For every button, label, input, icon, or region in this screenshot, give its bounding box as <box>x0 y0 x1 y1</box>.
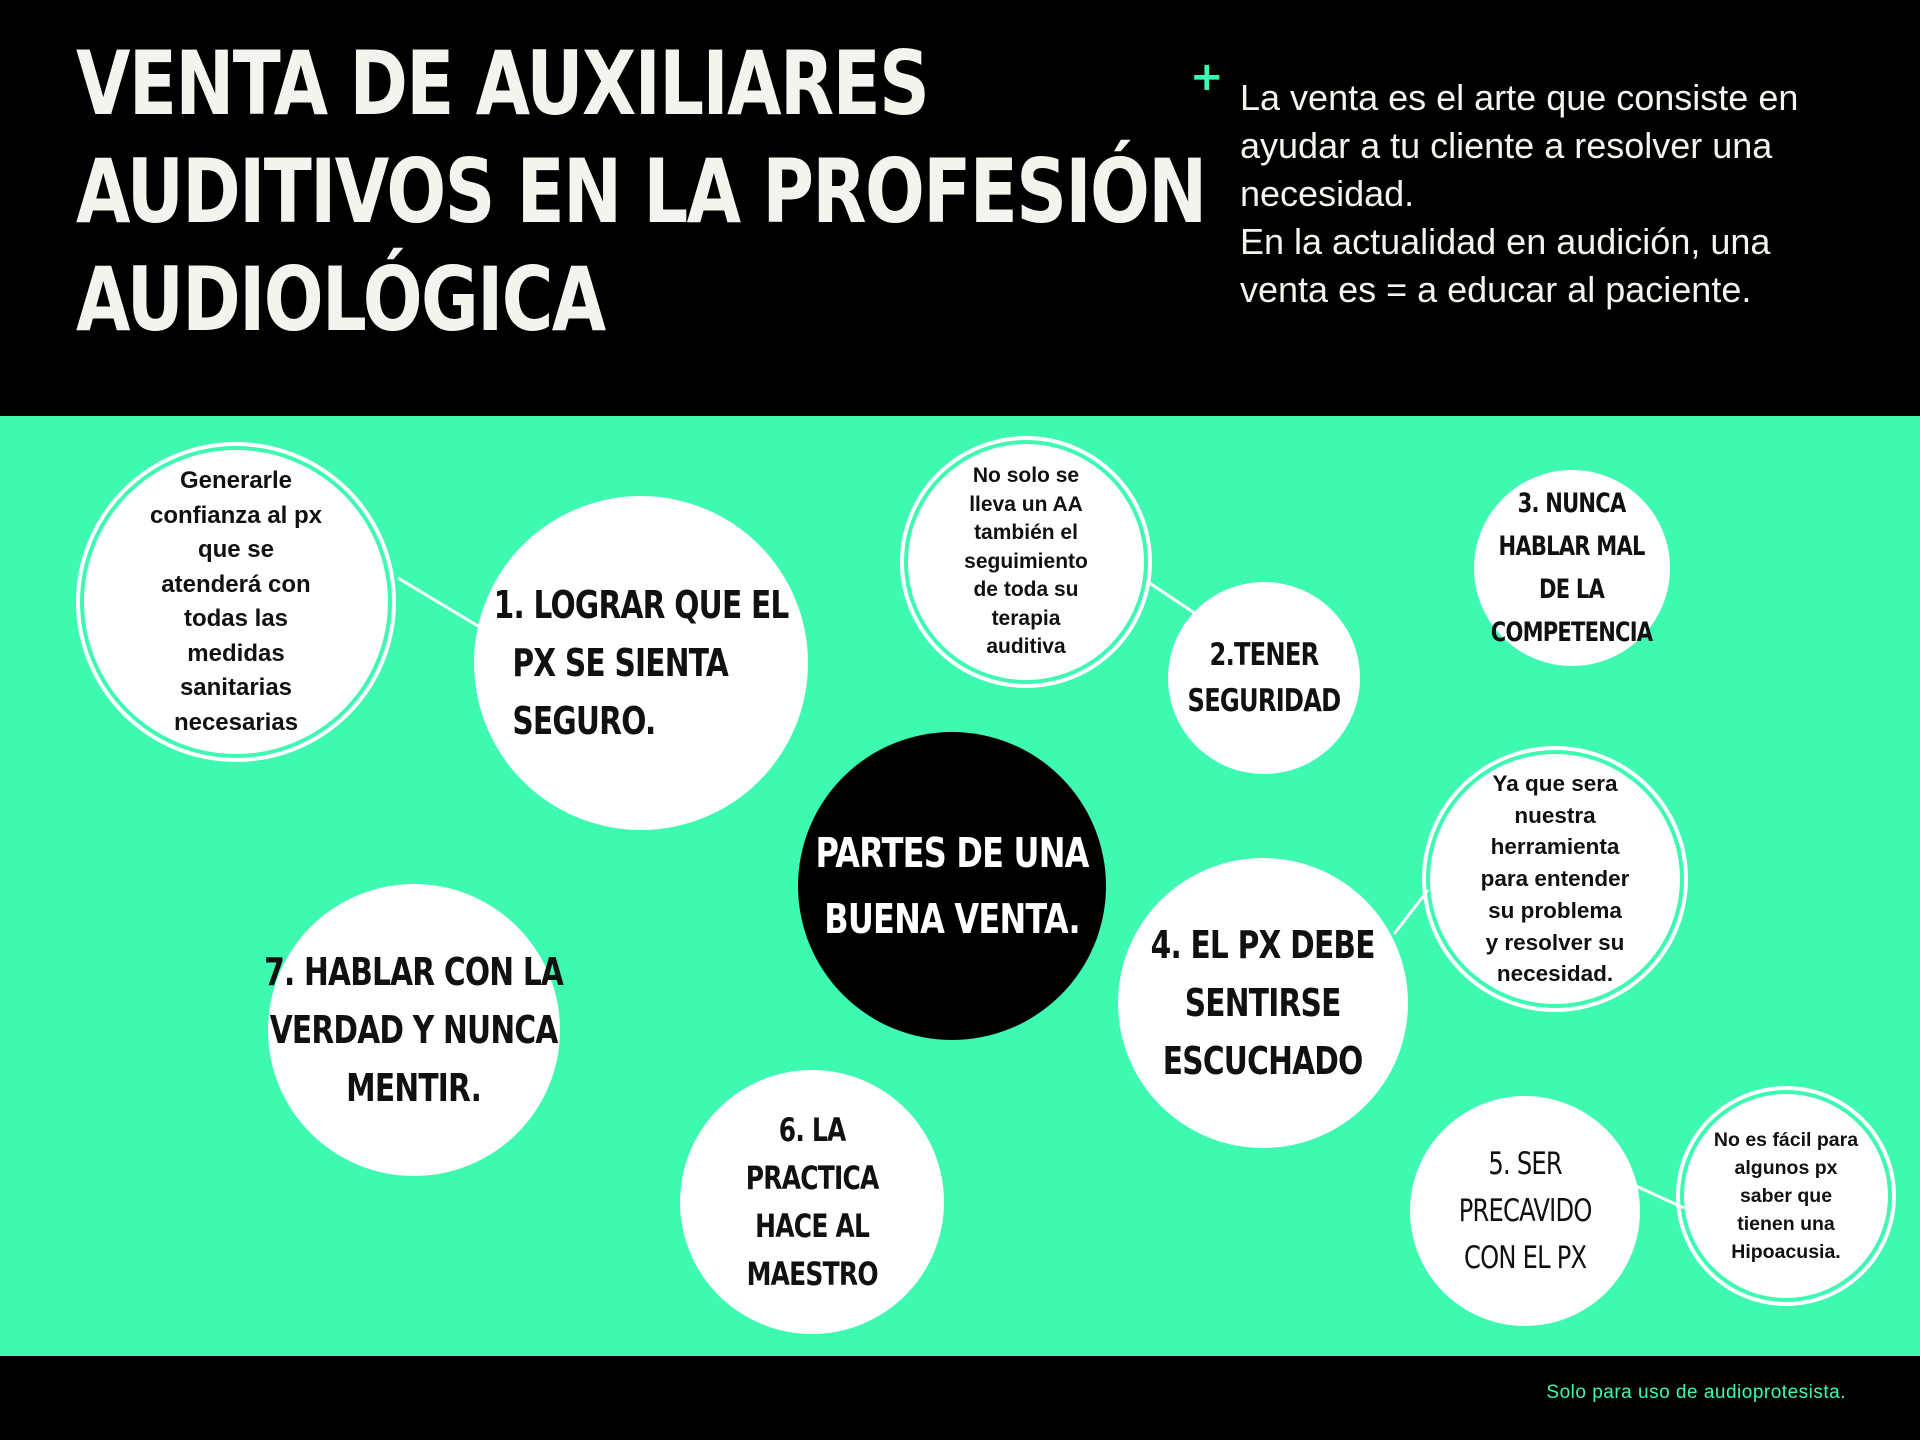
note-line: Ya que sera <box>1492 770 1618 796</box>
note-line: seguimiento <box>964 549 1088 573</box>
note-line: herramienta <box>1490 834 1620 860</box>
note-line: necesarias <box>173 708 299 736</box>
connector-line <box>398 578 478 626</box>
intro-line: necesidad. <box>1240 173 1415 214</box>
part-line: HABLAR MAL <box>1498 531 1646 562</box>
part-line: SEGURO. <box>512 699 656 743</box>
part-line: 5. SER <box>1488 1145 1562 1182</box>
part-line: CON EL PX <box>1463 1239 1587 1276</box>
note-line: para entender <box>1480 866 1630 892</box>
part-line: 7. HABLAR CON LA <box>264 950 564 994</box>
part-line: 3. NUNCA <box>1518 488 1626 519</box>
note-line: Generarle <box>179 467 293 494</box>
intro-line: ayudar a tu cliente a resolver una <box>1240 125 1773 166</box>
footer-note: Solo para uso de audioprotesista. <box>1546 1382 1846 1403</box>
part-line: PX SE SIENTA <box>512 641 728 685</box>
note-bubble-herramienta <box>1422 746 1688 1012</box>
note-line: confianza al px <box>149 501 323 529</box>
note-line: que se <box>197 536 274 563</box>
part-bubble-7 <box>264 884 564 1176</box>
part-line: 1. LOGRAR QUE EL <box>493 583 789 627</box>
part-bubble-5 <box>1410 1096 1640 1326</box>
part-line: MENTIR. <box>346 1066 482 1110</box>
part-bubble-4 <box>1118 858 1408 1148</box>
part-bubble-1 <box>474 496 808 830</box>
note-line: también el <box>974 521 1078 545</box>
note-line: terapia <box>991 606 1061 630</box>
center-line: PARTES DE UNA <box>815 829 1089 877</box>
diagram-area <box>0 416 1920 1356</box>
part-line: 2.TENER <box>1209 637 1319 673</box>
note-line: algunos px <box>1734 1157 1838 1179</box>
intro-line: La venta es el arte que consiste en <box>1240 77 1799 118</box>
note-bubble-confianza <box>76 442 396 762</box>
note-line: saber que <box>1739 1185 1833 1207</box>
part-line: DE LA <box>1539 574 1605 605</box>
title-line: VENTA DE AUXILIARES <box>76 32 929 135</box>
intro-line: venta es = a educar al paciente. <box>1240 269 1752 310</box>
note-line: nuestra <box>1514 802 1596 828</box>
note-line: y resolver su <box>1485 929 1625 955</box>
note-line: de toda su <box>973 578 1079 602</box>
part-line: PRACTICA <box>745 1159 879 1197</box>
title-line: AUDIOLÓGICA <box>76 248 605 351</box>
part-bubble-6 <box>680 1070 944 1334</box>
part-line: HACE AL <box>754 1207 869 1245</box>
part-line: COMPETENCIA <box>1491 617 1653 648</box>
footer <box>0 1356 1920 1440</box>
note-line: medidas <box>187 639 285 667</box>
note-line: necesidad. <box>1496 961 1614 987</box>
part-line: SENTIRSE <box>1185 981 1341 1025</box>
header <box>0 0 1920 416</box>
note-bubble-hipoacusia <box>1676 1086 1896 1306</box>
part-line: VERDAD Y NUNCA <box>270 1008 558 1052</box>
note-line: atenderá con <box>161 570 311 598</box>
intro-text <box>1240 74 1880 314</box>
intro-line: En la actualidad en audición, una <box>1240 221 1771 262</box>
connector-line <box>1148 582 1196 614</box>
note-line: todas las <box>183 605 289 632</box>
note-line: Hipoacusia. <box>1731 1241 1841 1263</box>
plus-icon: + <box>1190 54 1224 100</box>
page-title <box>76 30 1206 354</box>
part-line: SEGURIDAD <box>1187 683 1341 719</box>
note-line: tienen una <box>1737 1213 1835 1235</box>
note-line: sanitarias <box>179 674 293 701</box>
note-line: auditiva <box>986 635 1066 659</box>
part-line: 6. LA <box>778 1111 846 1149</box>
note-bubble-seguimiento <box>900 436 1152 688</box>
part-bubble-2 <box>1168 582 1360 774</box>
part-line: ESCUCHADO <box>1163 1039 1363 1083</box>
note-line: su problema <box>1488 897 1622 923</box>
part-bubble-3 <box>1474 470 1670 666</box>
part-line: MAESTRO <box>746 1255 878 1293</box>
center-line: BUENA VENTA. <box>824 895 1080 943</box>
center-bubble <box>798 732 1106 1040</box>
title-line: AUDITIVOS EN LA PROFESIÓN <box>76 140 1206 243</box>
note-line: No es fácil para <box>1713 1129 1859 1151</box>
note-line: lleva un AA <box>969 492 1083 516</box>
part-line: PRECAVIDO <box>1458 1192 1592 1229</box>
part-line: 4. EL PX DEBE <box>1150 923 1376 967</box>
note-line: No solo se <box>972 464 1080 488</box>
